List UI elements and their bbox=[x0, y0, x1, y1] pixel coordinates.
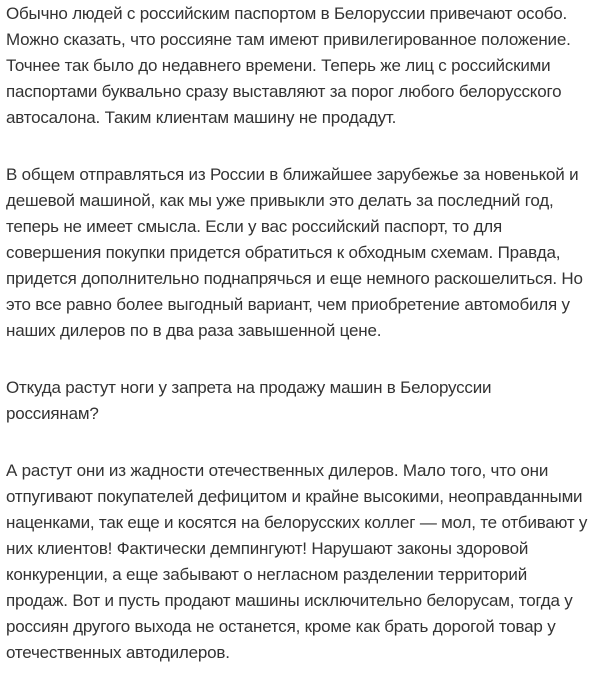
article-paragraph bbox=[6, 458, 608, 666]
paragraph-line: Точнее так было до недавнего времени. Теперь же лиц с российскими bbox=[6, 56, 551, 75]
paragraph-line: Откуда растут ноги у запрета на продажу машин в Белоруссии bbox=[6, 378, 492, 397]
paragraph-line: отечественных автодилеров. bbox=[6, 643, 230, 662]
paragraph-line: В общем отправляться из России в ближайшее зарубежье за новенькой и bbox=[6, 165, 579, 184]
paragraph-line: А растут они из жадности отечественных дилеров. Мало того, что они bbox=[6, 461, 549, 480]
paragraph-line: паспортами буквально сразу выставляют за порог любого белорусского bbox=[6, 82, 562, 101]
paragraph-line: дешевой машиной, как мы уже привыкли это делать за последний год, bbox=[6, 191, 554, 210]
paragraph-line: придется дополнительно поднапрячься и еще немного раскошелиться. Но bbox=[6, 269, 583, 288]
paragraph-line: Обычно людей с российским паспортом в Белоруссии привечают особо. bbox=[6, 4, 568, 23]
article-paragraph bbox=[6, 375, 608, 427]
article-paragraph bbox=[6, 162, 608, 344]
paragraph-line: автосалона. Таким клиентам машину не продадут. bbox=[6, 108, 397, 127]
paragraph-line: наших дилеров по в два раза завышенной цене. bbox=[6, 321, 382, 340]
article-paragraph bbox=[6, 1, 608, 131]
paragraph-line: теперь не имеет смысла. Если у вас российский паспорт, то для bbox=[6, 217, 503, 236]
paragraph-line: россиян другого выхода не останется, кроме как брать дорогой товар у bbox=[6, 617, 556, 636]
paragraph-line: совершения покупки придется обратиться к обходным схемам. Правда, bbox=[6, 243, 561, 262]
paragraph-line: наценками, так еще и косятся на белорусских коллег — мол, те отбивают у bbox=[6, 513, 588, 532]
paragraph-line: них клиентов! Фактически демпингуют! Нарушают законы здоровой bbox=[6, 539, 529, 558]
paragraph-line: россиянам? bbox=[6, 404, 99, 423]
paragraph-line: отпугивают покупателей дефицитом и крайне высокими, неоправданными bbox=[6, 487, 583, 506]
paragraph-line: это все равно более выгодный вариант, чем приобретение автомобиля у bbox=[6, 295, 570, 314]
paragraph-line: продаж. Вот и пусть продают машины исключительно белорусам, тогда у bbox=[6, 591, 573, 610]
paragraph-line: конкуренции, а еще забывают о негласном разделении территорий bbox=[6, 565, 528, 584]
paragraph-line: Можно сказать, что россияне там имеют привилегированное положение. bbox=[6, 30, 571, 49]
